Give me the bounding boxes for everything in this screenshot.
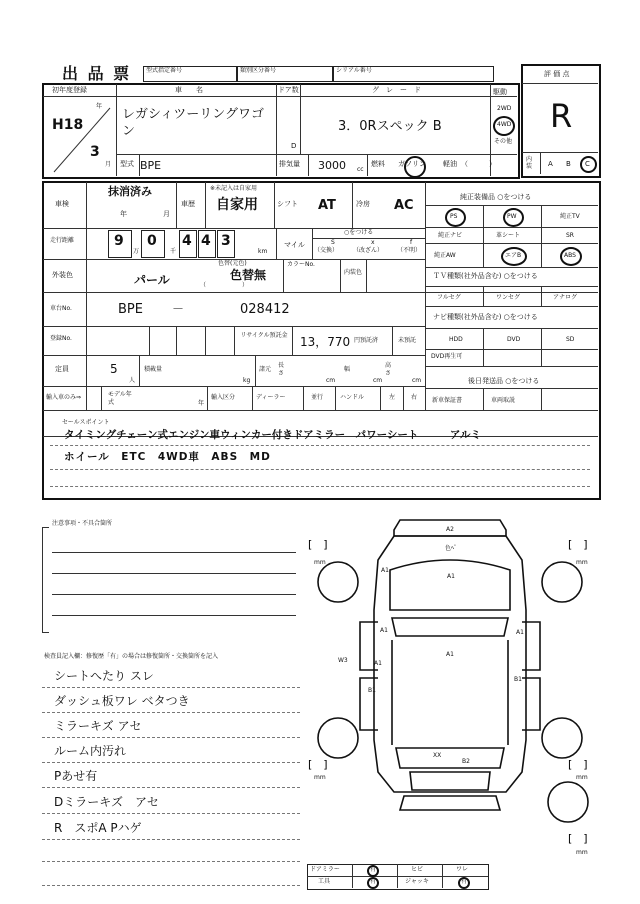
notes-item-1: シートへたり スレ xyxy=(54,669,154,683)
tv-title: ＴＶ種類(社外品含む) ○をつける xyxy=(433,272,538,280)
soko-digit-1: 9 xyxy=(114,233,124,249)
daiban-number: 028412 xyxy=(240,302,290,317)
notes-box-bracket xyxy=(42,527,49,633)
katashiki-label: 型式 xyxy=(120,160,134,168)
door-label: ドア数 xyxy=(278,86,299,94)
naisou-c: C xyxy=(585,160,590,168)
soko-kaizan: （改ざん） xyxy=(353,247,384,254)
gaisou-iro-label: 色替(元色) xyxy=(218,260,247,267)
tire-mm-fr: mm xyxy=(576,559,588,566)
tv-full: フルセグ xyxy=(437,294,461,301)
tire-mm-rl: mm xyxy=(314,774,326,781)
grade-label: グ レ ー ド xyxy=(372,86,421,94)
shift-value: AT xyxy=(318,198,336,213)
door-value: D xyxy=(291,142,297,150)
keiyu-paren: （ ） xyxy=(461,160,496,168)
tire-mm-spare: mm xyxy=(576,849,588,856)
atobi-title: 後日発送品 ○をつける xyxy=(468,377,540,385)
yunyu-dealer: ディーラー xyxy=(256,394,286,401)
junsei-ps: PS xyxy=(450,213,458,220)
hyoka-label: 評 価 点 xyxy=(544,70,570,78)
yunyu-kubun: 輸入区分 xyxy=(211,394,236,401)
tv-analog: アナログ xyxy=(553,294,578,301)
haba-cm: cm xyxy=(373,377,383,384)
car-name: レガシィツーリングワゴン xyxy=(122,107,264,139)
naga-cm: cm xyxy=(326,377,336,384)
shodo-month-unit: 月 xyxy=(105,161,112,168)
shoken-label: 諸元 xyxy=(259,366,272,373)
soko-mile: マイル xyxy=(284,241,305,249)
navi-dvd: DVD xyxy=(507,336,521,343)
gaisou-paren: （ ） xyxy=(200,282,249,289)
drive-2wd: 2WD xyxy=(497,105,512,112)
bottom-hibi: ヒビ xyxy=(411,866,424,873)
soko-man: 万 xyxy=(133,248,140,255)
teiin-value: 5 xyxy=(110,362,118,376)
yunyu-nen: 年 xyxy=(198,400,205,407)
tire-mm-fl: mm xyxy=(314,559,326,566)
sales-line-1: タイミングチェーン式エンジン車ウィンカー付きドアミラー パワーシート アルミ xyxy=(64,429,481,441)
diag-w3: W3 xyxy=(338,657,348,664)
diag-irohe: 色ﾍﾟ xyxy=(445,545,458,552)
bottom-mark-1: 有 xyxy=(370,866,377,873)
shareki-value: 自家用 xyxy=(216,197,258,213)
daiban-dash: － xyxy=(172,302,185,316)
junsei-abs-circle xyxy=(560,247,582,266)
yunyu-heiko: 並行 xyxy=(311,394,324,401)
recycle-value: 13，770 xyxy=(300,335,351,349)
yunyu-handle: ハンドル xyxy=(340,394,365,401)
notes-label: 注意事項・不具合箇所 xyxy=(52,520,113,527)
recycle-mi: 未預託 xyxy=(398,337,417,344)
junsei-aw: 純正AW xyxy=(434,252,456,259)
sekisai-label: 積載量 xyxy=(144,366,163,373)
recycle-yotaku: 円預託済 xyxy=(354,337,379,344)
svg-text:[ ]: [ ] xyxy=(308,538,328,551)
yunyu-model: モデル年式 xyxy=(108,391,132,406)
naisou-label: 内装 xyxy=(526,156,533,170)
toroku-label: 登録No. xyxy=(50,335,72,342)
car-diagram xyxy=(300,510,610,900)
daiban-label: 車台No. xyxy=(50,305,72,312)
naisou-a: A xyxy=(548,160,553,168)
shaken-label: 車検 xyxy=(55,200,69,208)
notes-item-3: ミラーキズ アセ xyxy=(54,719,142,733)
gasoline: ガソリン xyxy=(398,160,426,168)
recycle-label: リサイクル預託金 xyxy=(240,332,288,339)
soko-km: km xyxy=(258,248,268,255)
soko-s-mark: S xyxy=(331,239,335,246)
diag-a1-hood: A1 xyxy=(447,573,455,580)
hyoka-score: R xyxy=(550,97,573,135)
shodo-label: 初年度登録 xyxy=(52,86,87,94)
navi-dvd-play: DVD再生可 xyxy=(431,353,463,360)
svg-text:[ ]: [ ] xyxy=(308,758,328,771)
bottom-door-mirror: ドアミラー xyxy=(310,866,340,873)
diag-a1-right-rear: A1 xyxy=(446,651,454,658)
keiyu: 軽油 xyxy=(443,160,457,168)
daiban-prefix: BPE xyxy=(118,302,143,317)
soko-kokan: （交換） xyxy=(314,247,339,254)
soko-wo: ○をつける xyxy=(344,229,374,236)
navi-hdd: HDD xyxy=(449,336,463,343)
diag-a1-right-front-door: A1 xyxy=(516,629,524,636)
haba-label: 幅 xyxy=(344,366,351,373)
drive-4wd: 4WD xyxy=(497,121,512,128)
sales-label: セールスポイント xyxy=(62,419,110,426)
reibo-label: 冷房 xyxy=(356,200,370,208)
shareki-note: ※未記入は自家用 xyxy=(210,185,258,192)
tire-mm-rr: mm xyxy=(576,774,588,781)
diag-a1-left-rear-door: A1 xyxy=(374,660,382,667)
naga-label: 長さ xyxy=(278,362,285,377)
notes-item-7: R スポA Pハゲ xyxy=(54,821,142,835)
katashiki-value: BPE xyxy=(140,159,162,172)
junsei-navi: 純正ナビ xyxy=(438,232,463,239)
shodo-year-unit: 年 xyxy=(96,103,103,110)
ruibetsu-number-label: 類別区分番号 xyxy=(240,67,277,74)
haiki-unit: cc xyxy=(357,166,364,173)
svg-text:[ ]: [ ] xyxy=(568,758,588,771)
soko-digit-3: 4 xyxy=(182,233,192,249)
junsei-airbag-circle xyxy=(501,247,527,266)
shamei-label: 車 名 xyxy=(175,86,203,94)
bottom-jack: ジャッキ xyxy=(405,878,429,885)
bottom-mark-2: 有 xyxy=(370,878,377,885)
tv-one: ワンセグ xyxy=(496,294,521,301)
svg-text:[ ]: [ ] xyxy=(568,832,588,845)
atobi-manual: 車両取説 xyxy=(491,397,516,404)
diag-a1-fender-left: A1 xyxy=(381,567,389,574)
naisou-c-circle xyxy=(580,156,597,173)
soko-fumei: （不明） xyxy=(397,247,422,254)
shaken-year: 年 xyxy=(120,210,127,218)
grade-value: 3．0Rスペック B xyxy=(338,119,442,134)
diag-xx: XX xyxy=(433,752,442,759)
shaken-value: 抹消済み xyxy=(108,185,152,198)
soko-label: 走行距離 xyxy=(50,237,75,244)
shodo-month-value: 3 xyxy=(90,144,100,160)
taka-label: 高さ xyxy=(385,362,392,377)
yunyu-label: 輸入車のみ⇒ xyxy=(46,394,82,401)
drive-other: その他 xyxy=(494,138,513,145)
bottom-mark-1-circle xyxy=(367,865,379,877)
junsei-tv: 純正TV xyxy=(560,213,580,220)
navi-title: ナビ種類(社外品含む) ○をつける xyxy=(433,313,538,321)
bottom-mark-3-circle xyxy=(458,877,470,889)
junsei-title: 純正装備品 ○をつける xyxy=(460,193,532,201)
shift-label: シフト xyxy=(277,200,298,208)
shareki-label: 車歴 xyxy=(181,200,195,208)
bottom-kogu: 工具 xyxy=(318,878,331,885)
gaisou-value: パール xyxy=(134,273,170,287)
junsei-abs: ABS xyxy=(564,252,576,259)
notes-item-5: Pあせ有 xyxy=(54,769,98,783)
soko-digit-4: 4 xyxy=(201,233,211,249)
atobi-hosho: 新車保証書 xyxy=(432,397,463,404)
diag-b1-left: B1 xyxy=(368,687,376,694)
diag-a2: A2 xyxy=(446,526,454,533)
junsei-kawa: 革シート xyxy=(496,232,521,239)
color-no-label: カラーNo. xyxy=(287,261,315,268)
reibo-value: AC xyxy=(394,198,414,213)
junsei-sr: SR xyxy=(566,232,574,239)
kudo-label: 駆動 xyxy=(493,88,507,96)
gaisou-label: 外装色 xyxy=(52,271,73,279)
haiki-value: 3000 xyxy=(318,159,346,172)
sales-line-2: ホイール ETC 4WD車 ABS MD xyxy=(64,451,271,463)
yunyu-left: 左 xyxy=(389,394,396,401)
teiin-unit: 人 xyxy=(129,377,136,384)
notes-item-2: ダッシュ板ワレ ベタつき xyxy=(54,694,190,708)
soko-x-mark: x xyxy=(371,239,375,246)
junsei-pw-circle xyxy=(503,208,524,227)
bottom-mark-3: 有 xyxy=(461,878,468,885)
notes-item-6: Dミラーキズ アセ xyxy=(54,795,159,809)
sekisai-kg: kg xyxy=(243,377,251,384)
shodo-year-era: H18 xyxy=(52,117,84,133)
soko-sen: 千 xyxy=(170,248,177,255)
bottom-ware: ワレ xyxy=(456,866,469,873)
svg-text:[ ]: [ ] xyxy=(568,538,588,551)
shaken-month: 月 xyxy=(163,210,170,218)
naisou-b: B xyxy=(566,160,571,168)
katashiki-number-label: 型式指定番号 xyxy=(146,67,183,74)
haiki-label: 排気量 xyxy=(279,160,300,168)
serial-number-label: シリアル番号 xyxy=(336,67,372,74)
junsei-pw: PW xyxy=(507,213,517,220)
soko-digit-2: 0 xyxy=(147,233,157,249)
junsei-ps-circle xyxy=(445,208,466,227)
form-title: 出 品 票 xyxy=(62,64,132,83)
bottom-mark-2-circle xyxy=(367,877,379,889)
inspector-label: 検査員記入欄：修復歴「有」の場合は修復箇所・交換箇所を記入 xyxy=(44,653,219,660)
junsei-airbag: エアB xyxy=(505,252,522,259)
diag-b1-right: B1 xyxy=(514,676,522,683)
diag-b2: B2 xyxy=(462,758,470,765)
notes-item-4: ルーム内汚れ xyxy=(54,744,127,758)
diag-a1-left-front-door: A1 xyxy=(380,627,388,634)
gaisou-iro-value: 色替無 xyxy=(230,268,267,282)
yunyu-right: 右 xyxy=(411,394,418,401)
navi-sd: SD xyxy=(566,336,575,343)
gasoline-circle xyxy=(404,156,426,178)
teiin-label: 定員 xyxy=(55,365,69,373)
soko-digit-5: 3 xyxy=(221,233,231,249)
drive-4wd-circle xyxy=(493,116,515,136)
taka-cm: cm xyxy=(412,377,422,384)
naisou-iro-label: 内装色 xyxy=(344,269,363,276)
nenryo-label: 燃料 xyxy=(371,160,385,168)
soko-f-mark: f xyxy=(410,239,413,246)
